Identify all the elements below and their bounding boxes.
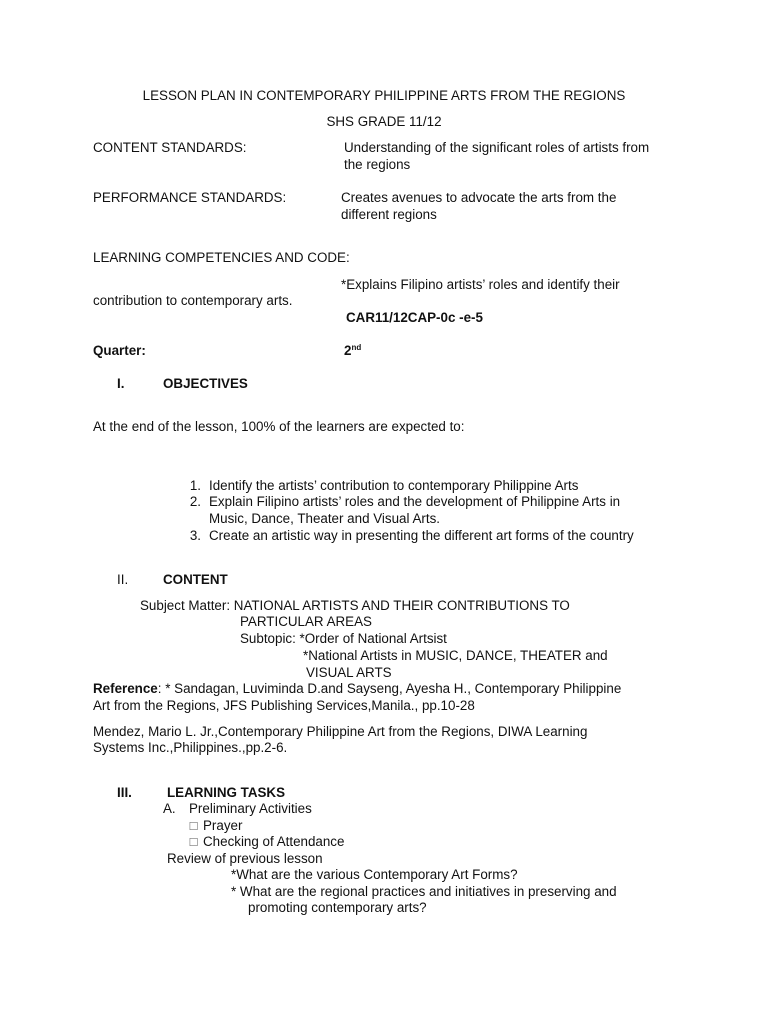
performance-standards-label: PERFORMANCE STANDARDS: [93,190,287,205]
learning-tasks-heading: LEARNING TASKS [167,785,286,800]
page-title: LESSON PLAN IN CONTEMPORARY PHILIPPINE ARTS FROM THE REGIONS [142,88,626,103]
competencies-line2: contribution to contemporary arts. [93,293,293,308]
content-standards-value-line2: the regions [344,157,411,172]
objective-item [177,494,620,511]
objectives-heading: OBJECTIVES [163,376,248,391]
objectives-intro: At the end of the lesson, 100% of the learners are expected to: [93,419,465,434]
checkbox-icon: ☐ [188,820,199,833]
subject-matter-line1: Subject Matter: NATIONAL ARTISTS AND THEIR CONTRIBUTIONS TO [140,598,570,613]
objectives-numeral: I. [117,376,125,391]
competencies-label: LEARNING COMPETENCIES AND CODE: [93,250,350,265]
review-question-2-line1: * What are the regional practices and initiatives in preserving and [231,884,617,899]
subject-matter-line2: PARTICULAR AREAS [240,614,372,629]
checklist-item-prayer [188,818,242,836]
performance-standards-value-line1: Creates avenues to advocate the arts from the [341,190,617,205]
review-label: Review of previous lesson [167,851,323,866]
objective-number: 2. [189,494,201,509]
quarter-number: 2 [344,343,352,358]
performance-standards-value-line2: different regions [341,207,437,222]
quarter-label: Quarter: [93,343,146,358]
checkbox-icon: ☐ [188,836,199,849]
checklist-label: Checking of Attendance [203,834,345,849]
reference-text: : * Sandagan, Luviminda D.and Sayseng, Ayesha H., Contemporary Philippine [157,681,622,696]
competencies-line1: *Explains Filipino artists’ roles and identify their [341,277,620,292]
content-standards-label: CONTENT STANDARDS: [93,140,247,155]
learning-tasks-numeral: III. [117,785,132,800]
quarter-suffix: nd [351,343,362,352]
reference-line2: Art from the Regions, JFS Publishing Services,Manila., pp.10-28 [93,698,475,713]
reference2-line1: Mendez, Mario L. Jr.,Contemporary Philippine Art from the Regions, DIWA Learning [93,724,588,739]
checklist-item-attendance [188,834,344,852]
objective-item [177,478,578,495]
objective-text: Explain Filipino artists’ roles and the development of Philippine Arts in [209,494,621,509]
competency-code: CAR11/12CAP-0c -e-5 [346,310,483,325]
reference2-line2: Systems Inc.,Philippines.,pp.2-6. [93,740,288,755]
subtopic-line1: Subtopic: *Order of National Artsist [240,631,447,646]
review-question-1: *What are the various Contemporary Art Forms? [231,867,518,882]
content-numeral: II. [117,572,129,587]
preliminary-activities-letter: A. [163,801,176,816]
objective-number: 3. [189,528,201,543]
subtopic-line3: VISUAL ARTS [306,665,392,680]
preliminary-activities-label: Preliminary Activities [189,801,312,816]
checklist-label: Prayer [203,818,243,833]
content-heading: CONTENT [163,572,228,587]
quarter-value [344,343,361,360]
objective-text: Create an artistic way in presenting the different art forms of the country [209,528,634,543]
objective-number: 1. [189,478,201,493]
objective-text: Identify the artists’ contribution to contemporary Philippine Arts [209,478,579,493]
subtopic-line2: *National Artists in MUSIC, DANCE, THEATER and [303,648,608,663]
review-question-2-line2: promoting contemporary arts? [248,900,427,915]
reference-label: Reference [93,681,158,696]
objective-item [177,528,634,545]
content-standards-value-line1: Understanding of the significant roles of artists from [344,140,650,155]
reference-line1 [93,681,621,698]
objective-text-continued: Music, Dance, Theater and Visual Arts. [209,511,440,526]
grade-level: SHS GRADE 11/12 [326,114,442,129]
